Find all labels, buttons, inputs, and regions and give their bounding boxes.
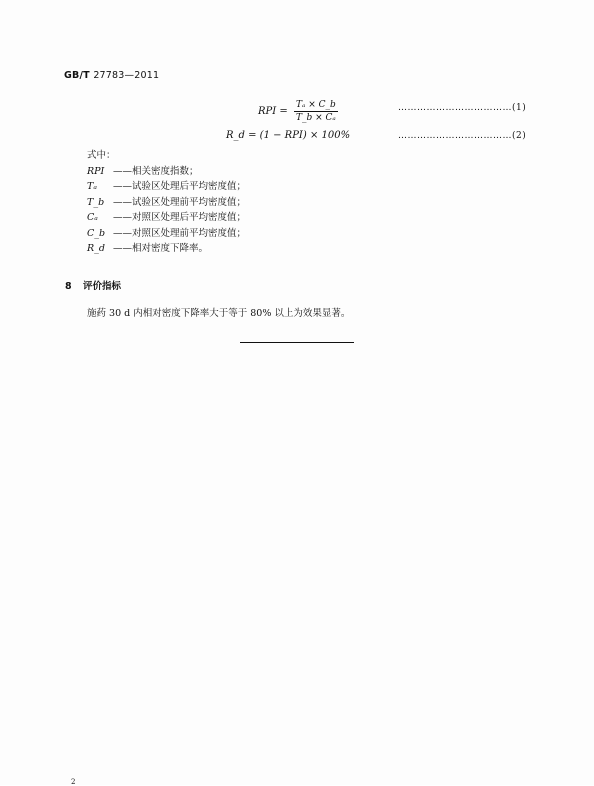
definition-text: ——相对密度下降率。 [113,243,209,254]
equation-number-1: ………………………………(1) [398,103,527,113]
page-header [64,70,159,81]
formula-1 [258,99,338,124]
section-heading [65,278,121,292]
definition-text: ——对照区处理前平均密度值； [113,227,247,239]
standard-number: 27783—2011 [93,70,160,81]
section-title: 评价指标 [83,281,122,292]
definition-row [87,210,246,226]
definition-text: ——试验区处理后平均密度值； [113,181,247,192]
definition-text: ——相关密度指数； [113,165,199,177]
formula-1-denominator: T_b × Cₐ [295,113,336,123]
formula-1-lhs: RPI = [258,106,288,117]
page-number: 2 [71,778,76,786]
equation-number-2: ………………………………(2) [398,131,527,141]
definition-row [87,164,246,180]
formula-1-numerator: Tₐ × C_b [295,100,336,110]
definitions-list [87,148,246,257]
definition-symbol: Cₐ [87,212,98,223]
end-rule [240,342,354,343]
section-number: 8 [65,281,72,292]
standard-code: GB/T [64,70,90,81]
definition-text: ——试验区处理前平均密度值； [113,196,247,208]
definition-row [87,195,246,211]
definition-row [87,241,246,257]
definition-symbol: T_b [87,196,105,208]
definition-symbol: C_b [87,227,106,239]
definition-text: ——对照区处理后平均密度值； [113,212,247,223]
body-paragraph: 施药 30 d 内相对密度下降率大于等于 80% 以上为效果显著。 [87,308,351,319]
definition-symbol: Tₐ [87,181,97,192]
formula-1-fraction [294,99,338,124]
definition-row [87,179,246,195]
definition-symbol: RPI [87,165,105,177]
formula-2: R_d = (1 − RPI) × 100% [226,130,351,141]
definition-symbol: R_d [87,243,105,254]
where-label: 式中： [87,150,116,161]
definition-row [87,226,246,242]
